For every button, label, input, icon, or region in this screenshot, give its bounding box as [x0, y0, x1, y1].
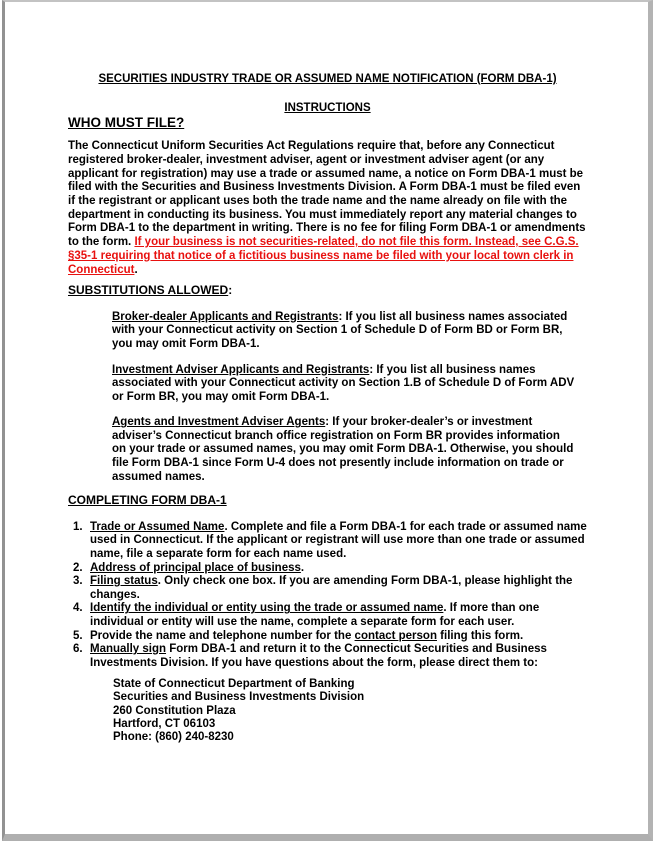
who-must-file-heading — [68, 115, 587, 131]
list-item-address — [68, 562, 587, 576]
contact-line-street: 260 Constitution Plaza — [113, 704, 236, 717]
contact-line-city: Hartford, CT 06103 — [113, 717, 216, 730]
who-must-file-paragraph — [68, 140, 587, 277]
list-item-number: 3. — [73, 575, 83, 588]
substitution-item-broker-dealer — [68, 311, 587, 352]
substitution-item-agents — [68, 416, 587, 484]
completing-heading-text: COMPLETING FORM DBA-1 — [68, 493, 227, 508]
list-item-text: Manually sign Form DBA-1 and return it to the Connecticut Securities and Business Investments Division. If you have questions about the form, please direct them to: — [90, 643, 547, 669]
instructions-heading-text: INSTRUCTIONS — [284, 101, 371, 114]
list-item-text: Filing status. Only check one box. If you are amending Form DBA-1, please highlight the changes. — [90, 575, 573, 601]
who-must-file-heading-text: WHO MUST FILE? — [68, 115, 185, 131]
document-title — [68, 73, 587, 87]
document-title-text: SECURITIES INDUSTRY TRADE OR ASSUMED NAME NOTIFICATION (FORM DBA-1) — [98, 73, 557, 85]
substitution-item-rest: : If you list all business names associated with your Connecticut activity on Section 1 of Schedule D of Form BD or Form BR, you may omit Form DBA-1. — [112, 310, 568, 350]
list-item-trade-name — [68, 521, 587, 562]
document-page — [2, 0, 653, 841]
list-item-text: Trade or Assumed Name. Complete and file a Form DBA-1 for each trade or assumed name used in Connecticut. If the applicant or registrant will use more than one trade or assumed name, file a separate form for each name used. — [90, 520, 587, 560]
substitution-item-rest: : If your broker-dealer’s or investment adviser’s Connecticut branch office registration on Form BR provides information on your trade or assumed names, you may omit Form DBA-1. Otherwise, you should file Form DBA-1 since Form U-4 does not presently include information on trade or assumed names. — [112, 416, 574, 483]
list-item-text: Provide the name and telephone number for the contact person filing this form. — [90, 629, 524, 642]
substitutions-heading — [68, 283, 587, 298]
completing-heading — [68, 493, 587, 508]
list-item-text: Address of principal place of business. — [90, 561, 305, 574]
contact-line-department: State of Connecticut Department of Banking — [113, 678, 355, 691]
substitution-item-lead: Agents and Investment Adviser Agents — [112, 416, 326, 429]
substitutions-heading-text: SUBSTITUTIONS ALLOWED — [68, 283, 229, 298]
list-item-number: 5. — [73, 629, 83, 642]
contact-address-block — [113, 678, 587, 744]
completing-list — [68, 521, 587, 671]
list-item-number: 4. — [73, 602, 83, 615]
red-warning-period: . — [134, 263, 138, 276]
list-item-filing-status — [68, 575, 587, 602]
contact-line-division: Securities and Business Investments Division — [113, 691, 365, 704]
substitution-item-lead: Investment Adviser Applicants and Registrants — [112, 363, 370, 376]
list-item-manually-sign — [68, 643, 587, 670]
substitutions-heading-colon: : — [228, 283, 233, 298]
document-content — [5, 2, 648, 744]
list-item-number: 6. — [73, 643, 83, 656]
list-item-number: 1. — [73, 520, 83, 533]
list-item-number: 2. — [73, 561, 83, 574]
substitution-item-lead: Broker-dealer Applicants and Registrants — [112, 310, 339, 323]
list-item-contact-person — [68, 630, 587, 644]
list-item-identify-entity — [68, 602, 587, 629]
instructions-heading — [68, 102, 587, 116]
red-warning-text: If your business is not securities-related, do not file this form. Instead, see C.G.S. §35-1 requiring that notice of a fictitious business name be filed with your local town clerk in Connecticut — [68, 236, 579, 276]
list-item-text: Identify the individual or entity using the trade or assumed name. If more than one individual or entity will use the name, complete a separate form for each user. — [90, 602, 540, 628]
substitution-item-rest: : If you list all business names associated with your Connecticut activity on Section 1.B of Schedule D of Form ADV or Form BR, you may omit Form DBA-1. — [112, 363, 575, 403]
contact-line-phone: Phone: (860) 240-8230 — [113, 731, 234, 744]
intro-text: The Connecticut Uniform Securities Act Regulations require that, before any Connecticut registered broker-dealer, investment adviser, agent or investment adviser agent (or any applicant for registration) may use a trade or assumed name, a notice on Form DBA-1 must be filed with the Securities and Business Investments Division. A Form DBA-1 must be filed even if the registrant or applicant uses both the trade name and the name already on file with the department in conducting its business. You must immediately report any material changes to Form DBA-1 to the department in writing. There is no fee for filing Form DBA-1 or amendments to the form. — [68, 140, 586, 249]
substitution-item-investment-adviser — [68, 364, 587, 405]
